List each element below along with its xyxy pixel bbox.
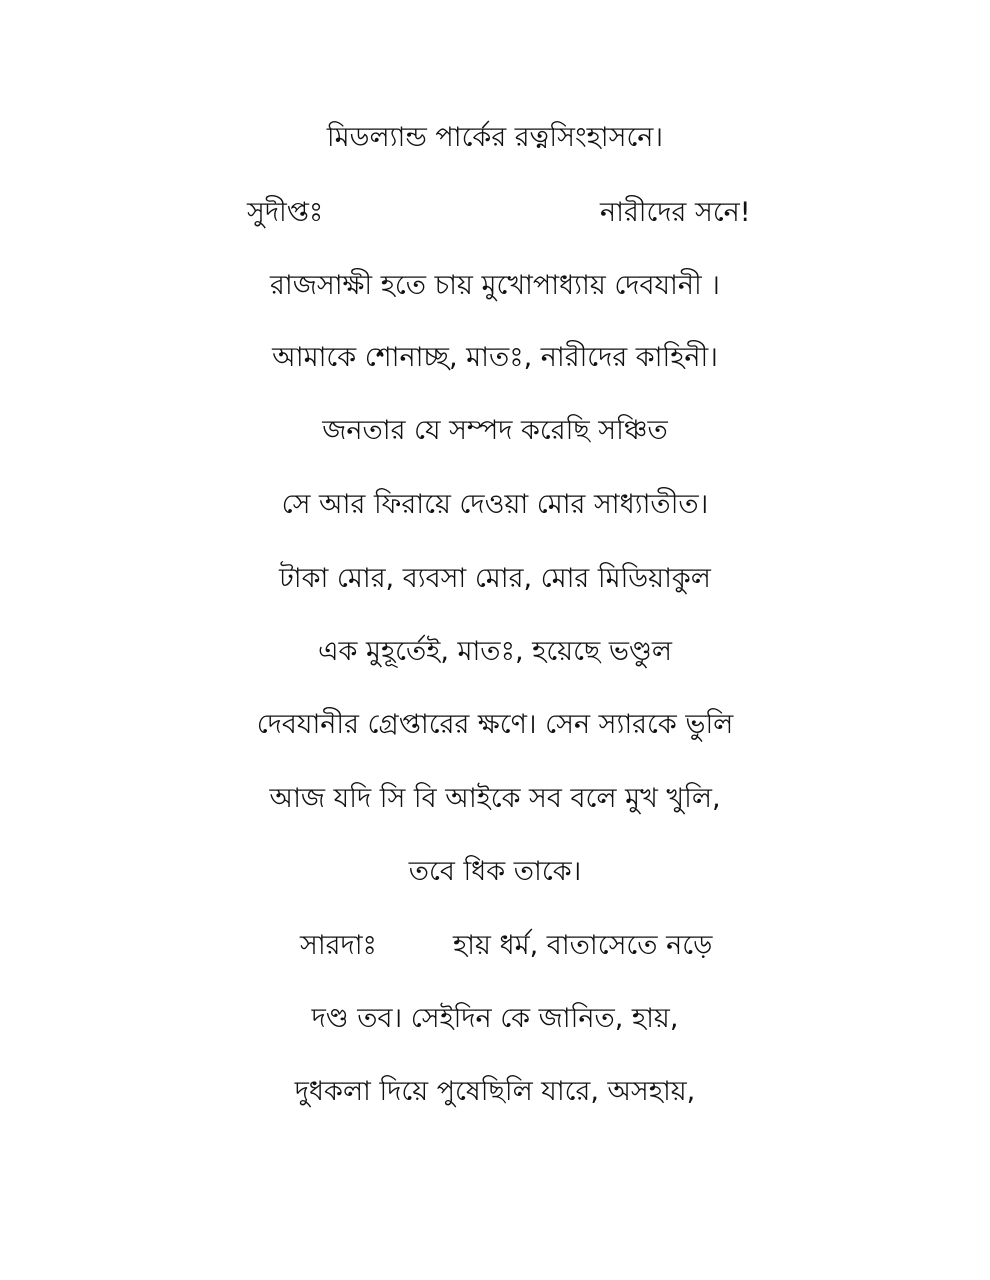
verse-line-8: এক মুহূর্তেই, মাতঃ, হয়েছে ভণ্ডুল [317,636,672,667]
speaker-name-sudipta: সুদীপ্তঃ [247,197,324,228]
verse-line-2: নারীদের সনে! [600,197,751,228]
verse-line-7: টাকা মোর, ব্যবসা মোর, মোর মিডিয়াকুল [279,563,711,594]
verse-line-6: সে আর ফিরায়ে দেওয়া মোর সাধ্যাতীত। [281,489,709,520]
verse-line-1: মিডল্যান্ড পার্কের রত্নসিংহাসনে। [326,122,664,153]
verse-line-4: আমাকে শোনাচ্ছ, মাতঃ, নারীদের কাহিনী। [272,342,718,373]
verse-line-9: দেবযানীর গ্রেপ্তারের ক্ষণে। সেন স্যারকে ভুলি [256,709,734,740]
verse-line-5: জনতার যে সম্পদ করেছি সঞ্চিত [322,415,668,446]
verse-line-11: তবে ধিক তাকে। [408,856,582,887]
verse-line-13: দণ্ড তব। সেইদিন কে জানিত, হায়, [311,1003,679,1034]
verse-line-3: রাজসাক্ষী হতে চায় মুখোপাধ্যায় দেবযানী । [270,270,720,301]
verse-line-10: আজ যদি সি বি আইকে সব বলে মুখ খুলি, [269,783,721,814]
speaker-name-sarada: সারদাঃ [300,930,377,961]
verse-line-14: দুধকলা দিয়ে পুষেছিলি যারে, অসহায়, [294,1076,696,1107]
verse-line-12: হায় ধর্ম, বাতাসেতে নড়ে [453,930,713,961]
